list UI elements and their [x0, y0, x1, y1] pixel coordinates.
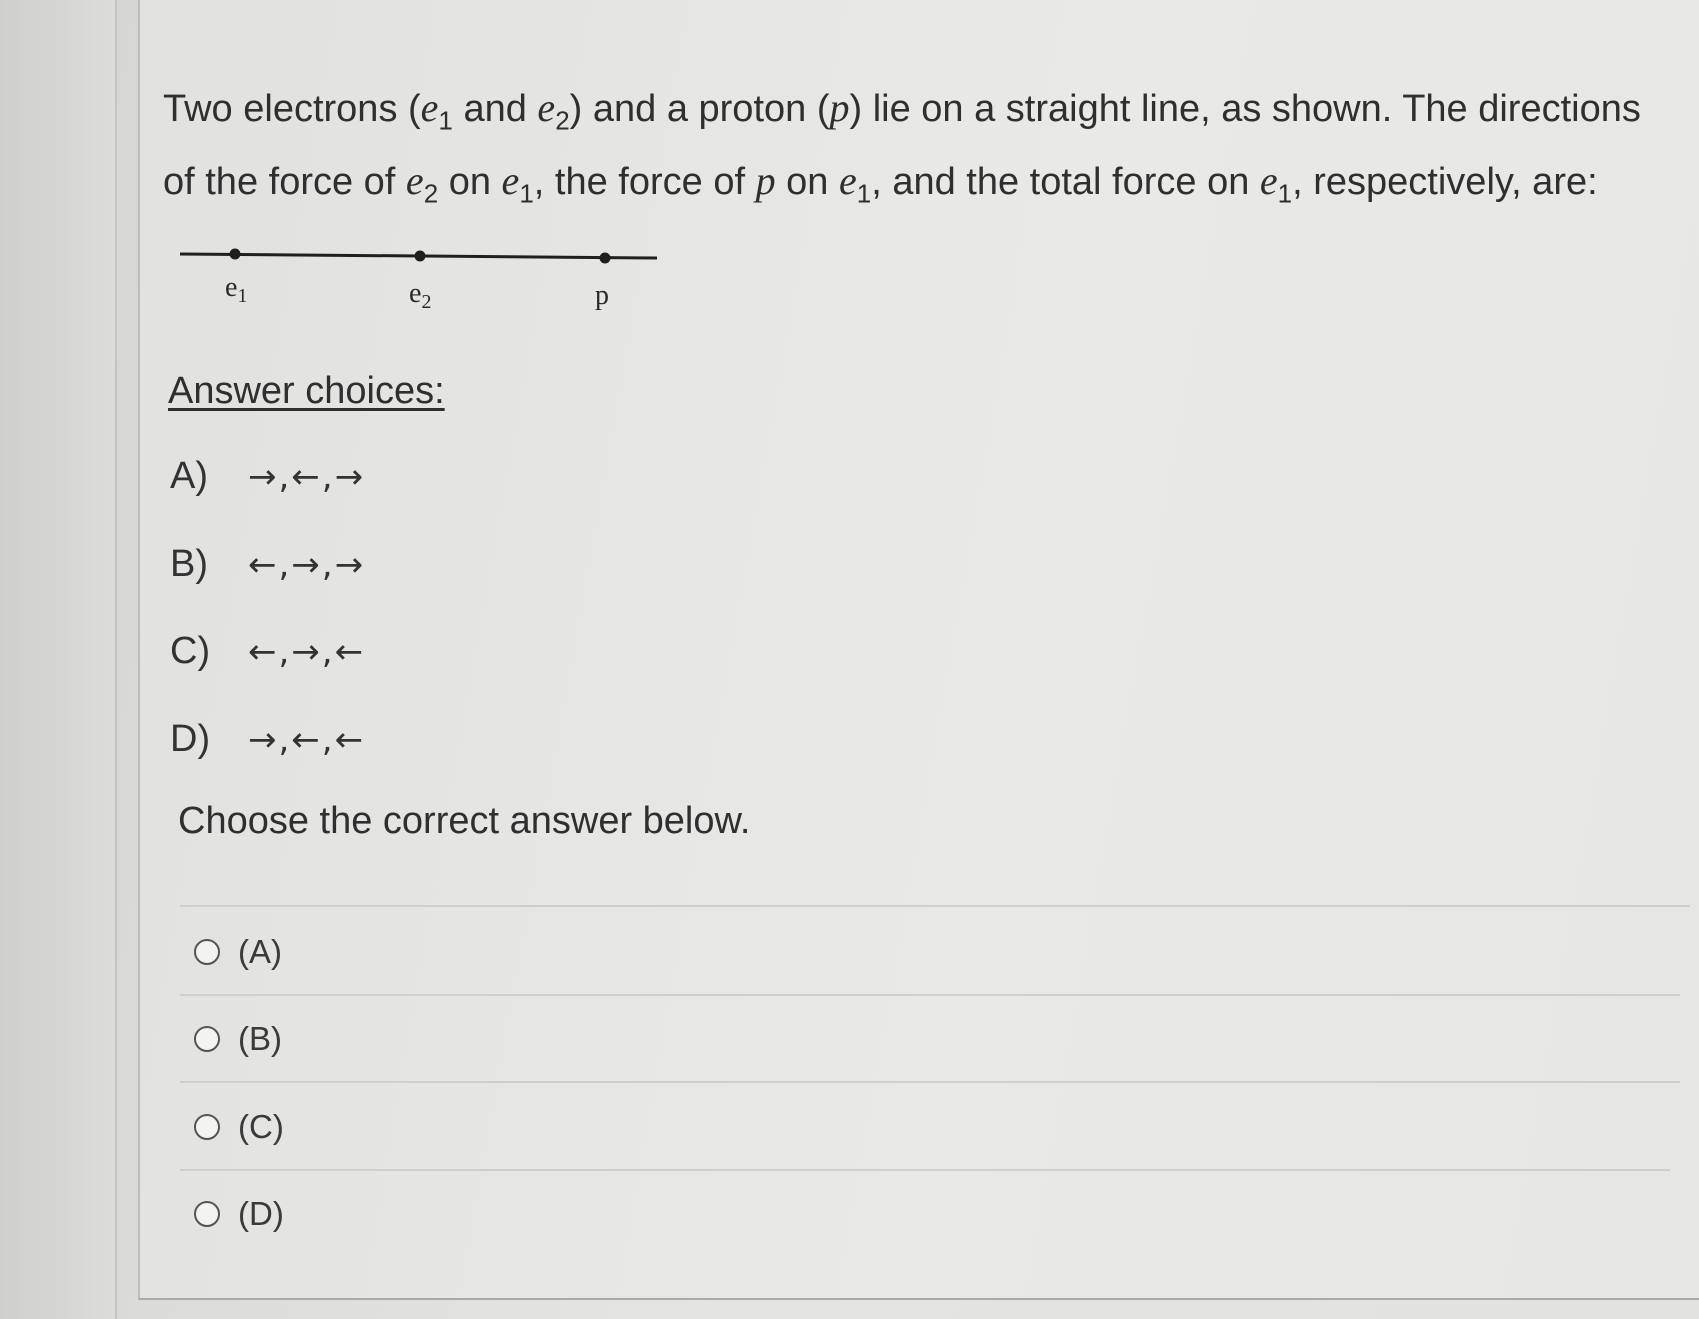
radio-circle-icon[interactable] [194, 1026, 220, 1052]
divider [180, 994, 1680, 996]
answer-choices-heading: Answer choices: [168, 370, 445, 412]
choose-answer-prompt: Choose the correct answer below. [178, 800, 751, 842]
option-label: (D) [238, 1195, 284, 1232]
radio-circle-icon[interactable] [194, 1114, 220, 1140]
divider [180, 905, 1690, 907]
option-label: (B) [238, 1020, 282, 1057]
choice-c: C) ←,→,← [170, 630, 366, 672]
option-b-radio[interactable] [194, 1020, 282, 1058]
choice-b: B) ←,→,→ [170, 543, 366, 585]
electron-2-dot [415, 251, 426, 262]
option-d-radio[interactable] [194, 1195, 284, 1233]
electron-1-dot [230, 249, 241, 260]
option-a-radio[interactable] [194, 933, 282, 971]
divider [180, 1169, 1670, 1171]
proton-dot [600, 253, 611, 264]
electron-1-label: $e_1$ [225, 272, 248, 307]
choice-d: D) →,←,← [170, 718, 366, 760]
option-label: (C) [238, 1108, 284, 1145]
option-label: (A) [238, 933, 282, 970]
electron-2-label: $e_2$ [409, 278, 432, 313]
left-margin [0, 0, 117, 1319]
option-c-radio[interactable] [194, 1108, 284, 1146]
proton-label: p [595, 280, 609, 311]
divider [180, 1081, 1680, 1083]
radio-circle-icon[interactable] [194, 1201, 220, 1227]
question-text: Two electrons ($e_1$ and $e_2$) and a proton (p) lie on a straight line, as shown. The directions of the force of $e_2$ on $e_1$, the force of p on $e_1$, and the total force on $e_1$, respectively, are: [163, 85, 1641, 209]
radio-circle-icon[interactable] [194, 939, 220, 965]
choice-a: A) →,←,→ [170, 455, 366, 497]
charge-line-diagram [175, 236, 665, 316]
